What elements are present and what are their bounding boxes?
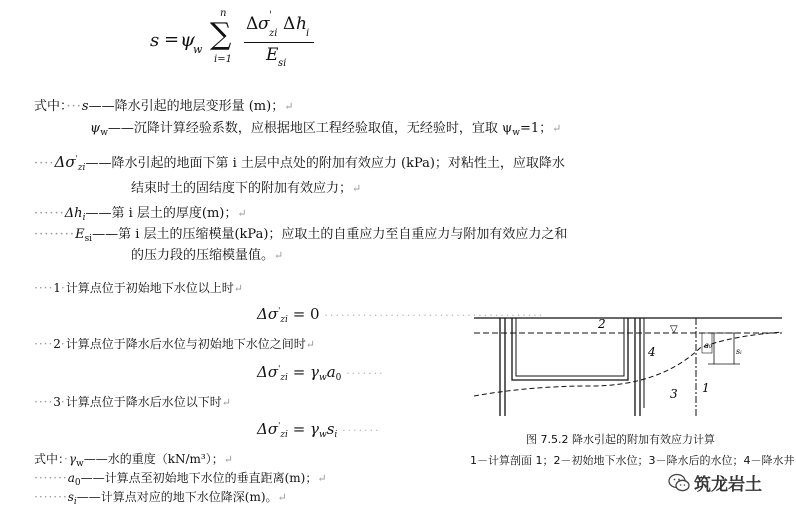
figure-caption: 图 7.5.2 降水引起的附加有效应力计算 (526, 433, 715, 446)
formula-sum-top: n (220, 8, 227, 19)
def2-a0-sub: 0 (74, 478, 81, 488)
formula-num-sigma: σ (258, 14, 270, 34)
def-s-symbol: s (81, 99, 89, 114)
def2-a0-text: ——计算点至初始地下水位的垂直距离(m)； (80, 471, 318, 485)
return-mark-icon: ↵ (221, 396, 231, 409)
case-1-eq-lhs: Δσ (257, 305, 279, 323)
dot-leader: ······ (34, 206, 65, 221)
formula-num-delta: Δ (246, 14, 259, 34)
formula-den-e: E (266, 45, 279, 65)
def-dh-sub: i (82, 213, 86, 223)
case-1-line (34, 280, 243, 297)
fig-label-a0: a₀ (704, 341, 712, 350)
def-psi-symbol: ψ (90, 121, 101, 136)
fig-label-2: 2 (598, 317, 606, 331)
dot-leader: ···· (34, 395, 54, 409)
sum-icon: ∑ (210, 17, 232, 52)
case-3-eq-sup: ' (278, 421, 281, 430)
excavation-pit-inner (516, 318, 624, 376)
case-2-line (34, 336, 315, 353)
def-es-text-2: 的压力段的压缩模量值。 (131, 248, 275, 263)
formula-eq: = (164, 29, 180, 50)
return-mark-icon: ↵ (237, 207, 247, 220)
def-s-text: ——降水引起的地层变形量 (m)； (88, 99, 285, 114)
figure-legend: 1－计算剖面 1；2－初始地下水位；3－降水后的水位；4－降水井 (470, 454, 795, 467)
fraction-bar (244, 42, 314, 43)
formula-sum-bottom: i=1 (214, 54, 232, 65)
return-mark-icon: ↵ (552, 122, 562, 135)
dot-leader: ······· (342, 424, 381, 437)
main-formula (150, 8, 350, 78)
formula-psi-sub: w (193, 43, 203, 56)
case-1-text: 计算点位于初始地下水位以上时 (65, 281, 234, 295)
def2-a0-symbol: a (67, 471, 75, 485)
dot-leader: ···· (34, 337, 54, 351)
formula-num-h-delta: Δ (283, 14, 296, 34)
case-2-eq-rhs-sub1: w (319, 373, 327, 383)
dot-leader: ······· (34, 471, 68, 485)
return-mark-icon: ↵ (305, 338, 315, 351)
case-3-num: 3 (53, 395, 61, 409)
def-dh-symbol: Δh (64, 206, 83, 221)
fig-label-si: sᵢ (736, 347, 742, 356)
fig-label-3: 3 (670, 387, 678, 401)
dewatering-figure (470, 288, 790, 428)
def-dsig-symbol: Δσ (54, 153, 76, 171)
def-es-line-2 (131, 247, 283, 264)
def-dsig-line-2 (131, 180, 361, 197)
case-2-equation (257, 363, 385, 383)
formula-num-sigma-sup: ' (269, 10, 272, 21)
dot-leader: ······· (346, 367, 385, 380)
formula-num-h: h (296, 14, 307, 34)
def-dh-text: ——第 i 层土的厚度(m)； (85, 206, 238, 221)
case-3-line (34, 394, 231, 411)
def-dsig-line (34, 150, 565, 177)
case-3-text: 计算点位于降水后水位以下时 (65, 395, 222, 409)
def2-gw-symbol: γ (68, 452, 77, 466)
return-mark-icon: ↵ (284, 100, 294, 113)
def-dsig-sup: ' (75, 154, 78, 163)
logo-text: 筑龙岩土 (694, 475, 762, 495)
excavation-pit (512, 318, 628, 380)
dot-leader: ········ (34, 227, 76, 242)
def-psi-text: ——沉降计算经验系数，应根据地区工程经验取值，无经验时，宜取 ψ (107, 121, 513, 136)
case-2-num: 2 (53, 337, 61, 351)
water-level-icon: ▽ (670, 324, 678, 335)
return-mark-icon: ↵ (317, 472, 327, 485)
case-2-eq-rhs-2: a (326, 363, 336, 381)
def-psi-tail-sub: w (512, 128, 520, 138)
dot-leader: ···· (34, 281, 54, 295)
case-2-eq-rhs-sub2: 0 (335, 373, 342, 383)
def2-gw-sub: w (76, 459, 84, 469)
def-es-line (34, 226, 567, 248)
def2-si-symbol: s (67, 490, 74, 504)
dot-leader: ········································ (324, 309, 545, 322)
return-mark-icon: ↵ (274, 249, 284, 262)
case-3-eq-rhs-sub2: i (334, 430, 338, 440)
return-mark-icon: ↵ (277, 491, 287, 504)
def-es-text-1: ——第 i 层土的压缩模量(kPa)；应取土的自重应力至自重应力与附加有效应力之和 (92, 227, 568, 242)
def-dsig-text-2: 结束时土的固结度下的附加有效应力； (131, 181, 353, 196)
def-es-sub: si (84, 234, 93, 244)
dot-leader: · (64, 452, 69, 466)
def-dh-line (34, 205, 247, 227)
dot-leader: · (60, 337, 66, 351)
def-lead: 式中： (34, 99, 67, 114)
dot-leader: ······· (34, 490, 68, 504)
def-s-line (34, 98, 293, 115)
def2-si-text: ——计算点对应的地下水位降深(m)。 (76, 490, 278, 504)
def2-si-sub: i (73, 497, 77, 507)
def-dsig-text-1: ——降水引起的地面下第 i 土层中点处的附加有效应力 (kPa)；对粘性土，应取降水 (85, 156, 565, 171)
formula-num-h-sub: i (306, 28, 310, 39)
formula-num-sigma-sub: zi (269, 28, 278, 39)
fig-label-1: 1 (702, 381, 710, 395)
def-dsig-sub: zi (77, 163, 86, 173)
def2-gw-text: ——水的重度（kN/m³）； (83, 452, 224, 466)
def-psi-sub: w (100, 128, 108, 138)
formula-psi: ψ (180, 29, 195, 51)
case-2-eq-sub: zi (280, 373, 288, 383)
dot-leader: ··· (66, 99, 82, 114)
case-3-eq-rhs-2: s (326, 420, 335, 438)
def2-lead: 式中： (34, 452, 65, 466)
def-es-symbol: E (75, 227, 85, 242)
case-1-eq-sup: ' (278, 306, 281, 315)
case-1-eq-rhs: = 0 (292, 305, 320, 323)
logo (668, 470, 762, 495)
case-3-eq-lhs: Δσ (257, 420, 279, 438)
case-3-eq-rhs-sub1: w (319, 430, 327, 440)
formula-lhs: s (150, 30, 160, 51)
case-3-eq-sub: zi (280, 430, 288, 440)
dot-leader: ···· (34, 156, 55, 171)
case-1-num: 1 (53, 281, 61, 295)
case-1-eq-sub: zi (280, 315, 288, 325)
case-2-eq-sup: ' (278, 364, 281, 373)
def2-si-line (34, 489, 287, 511)
formula-den-sub: si (278, 58, 287, 69)
case-2-eq-rhs-1: = γ (292, 363, 319, 381)
dot-leader: · (60, 281, 66, 295)
dot-leader: · (60, 395, 66, 409)
def-psi-line (90, 120, 561, 142)
case-2-eq-lhs: Δσ (257, 363, 279, 381)
return-mark-icon: ↵ (233, 282, 243, 295)
def-psi-tail: =1； (519, 121, 553, 136)
return-mark-icon: ↵ (223, 453, 233, 466)
case-3-equation (257, 420, 381, 440)
wechat-icon (668, 473, 690, 493)
fig-label-4: 4 (648, 345, 656, 359)
case-3-eq-rhs-1: = γ (292, 420, 319, 438)
return-mark-icon: ↵ (352, 182, 362, 195)
case-2-text: 计算点位于降水后水位与初始地下水位之间时 (65, 337, 306, 351)
